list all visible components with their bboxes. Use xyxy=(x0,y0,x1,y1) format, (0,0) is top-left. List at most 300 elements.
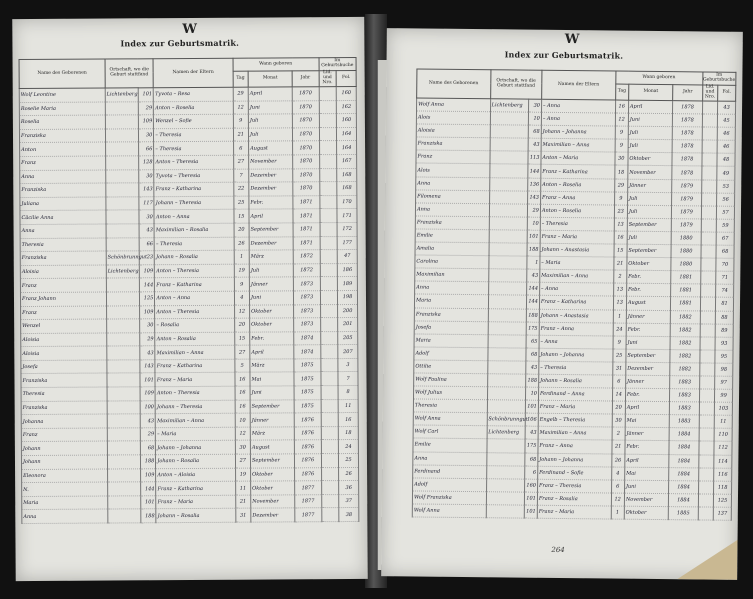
cell-year: 1871 xyxy=(293,223,320,237)
cell-place xyxy=(486,452,524,465)
cell-year: 1871 xyxy=(293,195,320,209)
cell-fol: 162 xyxy=(336,100,356,114)
cell-parents: Ferdinand – Anna xyxy=(538,387,612,401)
cell-name: Wolf Leontine xyxy=(19,88,105,102)
cell-year: 1873 xyxy=(294,304,321,318)
cell-lid xyxy=(702,101,718,114)
cell-no: 30 xyxy=(139,210,154,224)
cell-name: Roselia xyxy=(19,115,105,129)
table-row xyxy=(22,508,359,524)
cell-year: 1882 xyxy=(670,349,699,362)
col-header-born: Wann geboren xyxy=(615,71,702,85)
cell-fol: 137 xyxy=(713,507,731,520)
cell-name: Maria xyxy=(414,334,488,348)
cell-fol: 45 xyxy=(717,114,735,127)
cell-no: 101 xyxy=(524,505,538,518)
cell-name: Alois xyxy=(416,163,490,177)
cell-lid xyxy=(319,182,337,196)
cell-name: Anna xyxy=(413,451,487,465)
cell-name: Franziska xyxy=(20,183,106,197)
cell-month: Dezember xyxy=(251,508,295,522)
cell-place: Schönbrunngut xyxy=(106,251,139,265)
cell-day: 16 xyxy=(235,373,250,387)
cell-year: 1882 xyxy=(671,323,700,336)
cell-month: Febr. xyxy=(627,270,672,284)
cell-name: Wolf Carl xyxy=(413,425,487,439)
cell-no: 1 xyxy=(526,256,540,269)
cell-day: 29 xyxy=(233,87,248,101)
cell-month: August xyxy=(249,141,293,155)
cell-name: Wolf Anna xyxy=(417,98,491,112)
cell-name: Franziska xyxy=(415,216,489,230)
cell-month: Oktober xyxy=(251,481,295,495)
cell-lid xyxy=(702,127,718,140)
cell-month: Juli xyxy=(248,128,292,142)
cell-place xyxy=(107,428,140,442)
cell-name: Josefa xyxy=(414,321,488,335)
cell-fol: 49 xyxy=(717,167,735,180)
cell-parents: Wenzel – Sofie xyxy=(154,114,233,128)
col-header-protocol: Im Geburtsbuche xyxy=(319,57,357,70)
cell-day: 10 xyxy=(235,413,250,427)
cell-year: 1878 xyxy=(673,101,702,114)
cell-lid xyxy=(319,209,337,223)
cell-fol: 8 xyxy=(338,386,358,400)
cell-lid xyxy=(319,100,337,114)
cell-no: 23 xyxy=(139,251,154,265)
cell-day: 13 xyxy=(614,218,628,231)
cell-lid xyxy=(320,250,338,264)
cell-lid xyxy=(698,494,714,507)
cell-fol: 171 xyxy=(337,209,357,223)
page-title: Index zur Geburtsmatrik. xyxy=(504,49,624,61)
cell-no: 144 xyxy=(527,165,541,178)
cell-month: September xyxy=(626,349,671,363)
page-number: 264 xyxy=(551,545,565,555)
cell-place xyxy=(107,346,140,360)
cell-month: September xyxy=(627,244,672,258)
cell-day: 15 xyxy=(613,244,627,257)
cell-month: Febr. xyxy=(626,323,671,337)
cell-place xyxy=(106,197,139,211)
cell-parents: – Anna xyxy=(541,99,615,113)
cell-name: Franziska xyxy=(21,401,107,415)
cell-lid xyxy=(701,206,717,219)
cell-lid xyxy=(319,127,337,141)
cell-fol: 26 xyxy=(339,467,359,481)
cell-parents: Anton – Roselia xyxy=(540,204,614,218)
cell-lid xyxy=(320,345,338,359)
cell-name: Adolf xyxy=(414,347,488,361)
cell-month: Oktober xyxy=(251,467,295,481)
cell-lid xyxy=(320,331,338,345)
cell-parents: Franz – Katharina xyxy=(155,359,234,373)
cell-no: 117 xyxy=(139,196,154,210)
cell-lid xyxy=(700,337,716,350)
col-header-day: Tag xyxy=(233,71,249,87)
cell-lid xyxy=(701,166,717,179)
cell-place: Lichtenberg xyxy=(105,88,138,102)
cell-lid xyxy=(701,193,717,206)
cell-no: 144 xyxy=(139,278,154,292)
cell-parents: Franz – Maria xyxy=(538,400,612,414)
cell-fol: 200 xyxy=(338,304,358,318)
cell-no: 101 xyxy=(525,400,539,413)
cell-lid xyxy=(321,386,339,400)
cell-fol: 16 xyxy=(338,413,358,427)
cell-year: 1878 xyxy=(672,166,701,179)
cell-day: 19 xyxy=(234,264,249,278)
cell-lid xyxy=(321,413,339,427)
cell-day: 16 xyxy=(235,386,250,400)
cell-year: 1877 xyxy=(295,481,322,495)
cell-place xyxy=(106,183,139,197)
cell-name: Anna xyxy=(415,203,489,217)
cell-year: 1878 xyxy=(673,114,702,127)
cell-name: Theresia xyxy=(20,238,106,252)
cell-month: April xyxy=(625,401,670,415)
cell-fol: 11 xyxy=(714,415,732,428)
cell-day: 9 xyxy=(234,277,249,291)
cell-no: 101 xyxy=(138,88,153,102)
cell-day: 16 xyxy=(614,231,628,244)
cell-name: Franziska xyxy=(414,307,488,321)
cell-fol: 36 xyxy=(339,481,359,495)
col-header-place: Ortschaft, wo die Geburt stattfand xyxy=(490,70,542,100)
cell-name: Aloisia xyxy=(20,265,106,279)
cell-parents: Franz – Katharina xyxy=(539,296,613,310)
cell-no: 43 xyxy=(526,269,540,282)
cell-year: 1884 xyxy=(669,480,698,493)
cell-lid xyxy=(700,310,716,323)
cell-parents: – Anna xyxy=(539,335,613,349)
cell-parents: Maximilian – Anna xyxy=(538,427,612,441)
cell-name: Cäcilie Anna xyxy=(20,210,106,224)
cell-day: 19 xyxy=(235,468,250,482)
cell-fol: 198 xyxy=(338,290,358,304)
cell-month: Juni xyxy=(628,113,673,127)
cell-parents: Tyvota – Theresia xyxy=(154,169,233,183)
cell-year: 1874 xyxy=(294,345,321,359)
cell-lid xyxy=(698,468,714,481)
cell-month: April xyxy=(628,100,673,114)
cell-no: 128 xyxy=(139,156,154,170)
cell-place xyxy=(107,441,140,455)
cell-place xyxy=(106,237,139,251)
cell-day: 9 xyxy=(614,192,628,205)
cell-month: November xyxy=(251,495,295,509)
cell-parents: – Theresia xyxy=(540,217,614,231)
cell-name: Roselie Maria xyxy=(19,102,105,116)
cell-year: 1876 xyxy=(294,413,321,427)
cell-fol: 43 xyxy=(718,101,736,114)
cell-year: 1881 xyxy=(671,284,700,297)
cell-day: 27 xyxy=(233,155,248,169)
cell-lid xyxy=(321,508,339,522)
col-header-name: Name des Geborenen xyxy=(417,69,491,99)
cell-parents: – Anna xyxy=(539,283,613,297)
cell-year: 1880 xyxy=(671,245,700,258)
cell-month: Febr. xyxy=(626,283,671,297)
cell-month: Juli xyxy=(627,205,672,219)
cell-parents: Maximilian – Anna xyxy=(541,139,615,153)
cell-fol: 37 xyxy=(339,494,359,508)
cell-name: Johanna xyxy=(21,414,107,428)
cell-parents: – Theresia xyxy=(154,142,233,156)
cell-place xyxy=(490,125,528,138)
cell-no: 109 xyxy=(138,115,153,129)
cell-parents: Franz – Anna xyxy=(539,322,613,336)
cell-fol: 74 xyxy=(716,284,734,297)
cell-no: 188 xyxy=(526,309,540,322)
cell-lid xyxy=(321,467,339,481)
cell-parents: – Theresia xyxy=(539,361,613,375)
cell-lid xyxy=(701,153,717,166)
cell-fol: 46 xyxy=(717,140,735,153)
cell-day: 12 xyxy=(235,427,250,441)
cell-year: 1875 xyxy=(294,359,321,373)
cell-place xyxy=(106,156,139,170)
cell-no: 143 xyxy=(139,183,154,197)
cell-name: Maria xyxy=(414,294,488,308)
cell-fol: 11 xyxy=(338,399,358,413)
cell-no: 10 xyxy=(527,217,541,230)
col-header-year: Jahr xyxy=(292,71,319,87)
cell-name: Anna xyxy=(20,170,106,184)
cell-year: 1875 xyxy=(294,399,321,413)
col-header-born: Wann geboren xyxy=(233,58,319,72)
cell-parents: – Theresia xyxy=(154,237,233,251)
cell-place xyxy=(488,308,526,321)
cell-lid xyxy=(699,389,715,402)
cell-fol: 93 xyxy=(715,337,733,350)
cell-year: 1874 xyxy=(294,331,321,345)
cell-lid xyxy=(319,141,337,155)
cell-parents: Engelb – Theresia xyxy=(538,414,612,428)
cell-parents: Anton – Rosalia xyxy=(155,332,234,346)
cell-day: 24 xyxy=(613,323,627,336)
cell-lid xyxy=(319,155,337,169)
cell-year: 1870 xyxy=(293,182,320,196)
cell-year: 1870 xyxy=(292,100,319,114)
cell-fol: 110 xyxy=(714,428,732,441)
cell-month: Juli xyxy=(627,192,672,206)
cell-parents: Franz – Katharina xyxy=(156,481,235,495)
cell-fol: 164 xyxy=(337,127,357,141)
cell-fol: 160 xyxy=(336,86,356,100)
cell-month: Juni xyxy=(249,291,293,305)
cell-day: 31 xyxy=(612,362,626,375)
cell-no: 109 xyxy=(140,468,155,482)
cell-day: 20 xyxy=(612,401,626,414)
cell-name: Aloisia xyxy=(21,346,107,360)
cell-no: 30 xyxy=(140,319,155,333)
cell-place xyxy=(488,334,526,347)
cell-lid xyxy=(698,507,714,520)
cell-name: Aloisia xyxy=(21,333,107,347)
cell-parents: – Rosalia xyxy=(155,318,234,332)
cell-parents: Johann – Johanna xyxy=(541,125,615,139)
cell-lid xyxy=(321,454,339,468)
cell-fol: 18 xyxy=(338,426,358,440)
cell-parents: Johann – Rosalia xyxy=(156,454,235,468)
cell-parents: Franz – Maria xyxy=(537,505,611,519)
cell-year: 1873 xyxy=(293,277,320,291)
cell-year: 1877 xyxy=(295,495,322,509)
col-header-name: Name des Geborenen xyxy=(19,59,105,89)
cell-year: 1870 xyxy=(292,114,319,128)
cell-day: 21 xyxy=(233,128,248,142)
cell-lid xyxy=(699,402,715,415)
cell-month: Juli xyxy=(248,114,292,128)
cell-year: 1875 xyxy=(294,386,321,400)
cell-fol: 167 xyxy=(337,154,357,168)
cell-place xyxy=(107,373,140,387)
cell-month: Jänner xyxy=(249,277,293,291)
cell-year: 1884 xyxy=(669,493,698,506)
cell-lid xyxy=(319,87,337,101)
cell-year: 1879 xyxy=(672,218,701,231)
cell-month: März xyxy=(250,359,294,373)
cell-year: 1879 xyxy=(672,179,701,192)
cell-place xyxy=(486,505,524,518)
cell-name: Alois xyxy=(416,111,490,125)
col-header-protocol: Im Geburtsbuche xyxy=(702,72,736,85)
cell-lid xyxy=(701,180,717,193)
cell-year: 1880 xyxy=(671,258,700,271)
cell-no: 175 xyxy=(526,322,540,335)
cell-name: Emilie xyxy=(413,438,487,452)
cell-place xyxy=(488,321,526,334)
cell-fol: 67 xyxy=(716,232,734,245)
cell-fol: 99 xyxy=(715,389,733,402)
cell-no: 66 xyxy=(138,142,153,156)
cell-name: Adolf xyxy=(413,478,487,492)
cell-parents: Franz – Anna xyxy=(540,191,614,205)
cell-lid xyxy=(698,441,714,454)
cell-parents: Anton – Theresia xyxy=(155,305,234,319)
cell-day: 12 xyxy=(233,101,248,115)
cell-name: Franziska xyxy=(416,137,490,151)
cell-no: 29 xyxy=(140,332,155,346)
cell-place xyxy=(106,210,139,224)
col-header-lid: Lid. und Nro. xyxy=(702,85,718,101)
cell-name: Franziska xyxy=(21,373,107,387)
cell-year: 1879 xyxy=(672,205,701,218)
cell-name: N. xyxy=(22,482,108,496)
cell-name: Wolf Anna xyxy=(412,504,486,518)
cell-day: 16 xyxy=(615,100,629,113)
cell-place xyxy=(489,243,527,256)
cell-parents: Johann – Rosalia xyxy=(156,509,235,523)
cell-no: 30 xyxy=(138,128,153,142)
cell-fol: 168 xyxy=(337,168,357,182)
cell-lid xyxy=(700,284,716,297)
cell-day: 13 xyxy=(613,283,627,296)
cell-name: Anna xyxy=(20,224,106,238)
cell-fol: 98 xyxy=(715,363,733,376)
cell-parents: Johann – Rosalia xyxy=(539,374,613,388)
cell-no: 101 xyxy=(527,230,541,243)
col-header-fol: Fol. xyxy=(336,70,356,86)
cell-month: März xyxy=(250,427,294,441)
cell-day: 6 xyxy=(233,142,248,156)
cell-no: 188 xyxy=(525,374,539,387)
cell-year: 1870 xyxy=(293,168,320,182)
cell-parents: Anton – Anna xyxy=(154,210,233,224)
cell-year: 1885 xyxy=(669,507,698,520)
cell-name: Juliana xyxy=(20,197,106,211)
cell-parents: Anton – Roselia xyxy=(541,178,615,192)
cell-no: 113 xyxy=(527,152,541,165)
cell-fol: 118 xyxy=(714,481,732,494)
cell-day: 6 xyxy=(611,480,625,493)
cell-day: 27 xyxy=(234,345,249,359)
cell-no: 29 xyxy=(138,101,153,115)
cell-month: Dezember xyxy=(249,168,293,182)
cell-day: 20 xyxy=(234,223,249,237)
cell-no: 30 xyxy=(528,99,542,112)
cell-month: Oktober xyxy=(250,318,294,332)
cell-year: 1872 xyxy=(293,263,320,277)
cell-no: 29 xyxy=(527,204,541,217)
cell-year: 1879 xyxy=(672,192,701,205)
cell-day: 21 xyxy=(235,495,250,509)
cell-name: Emilie xyxy=(415,229,489,243)
cell-lid xyxy=(320,304,338,318)
cell-month: Jänner xyxy=(626,310,671,324)
cell-year: 1871 xyxy=(293,236,320,250)
cell-month: Oktober xyxy=(628,153,673,167)
cell-place xyxy=(489,177,527,190)
left-page xyxy=(12,17,367,581)
index-table xyxy=(412,68,737,520)
cell-place xyxy=(488,256,526,269)
cell-place xyxy=(106,169,139,183)
cell-no: 43 xyxy=(139,224,154,238)
cell-no: 144 xyxy=(141,482,156,496)
cell-name: Johann xyxy=(21,455,107,469)
cell-day: 27 xyxy=(235,454,250,468)
cell-year: 1883 xyxy=(670,415,699,428)
cell-day: 1 xyxy=(234,250,249,264)
cell-place xyxy=(487,439,525,452)
cell-place xyxy=(489,203,527,216)
cell-day: 4 xyxy=(234,291,249,305)
cell-year: 1884 xyxy=(670,428,699,441)
cell-day: 1 xyxy=(613,310,627,323)
cell-no: 68 xyxy=(524,453,538,466)
cell-day: 30 xyxy=(235,441,250,455)
cell-month: Jänner xyxy=(625,375,670,389)
cell-day: 23 xyxy=(614,205,628,218)
cell-lid xyxy=(320,277,338,291)
cell-fol: 160 xyxy=(336,114,356,128)
cell-place xyxy=(107,319,140,333)
cell-day: 20 xyxy=(234,318,249,332)
cell-place xyxy=(488,269,526,282)
cell-parents: Anton – Theresia xyxy=(155,386,234,400)
cell-month: Oktober xyxy=(250,304,294,318)
cell-lid xyxy=(702,140,718,153)
cell-year: 1881 xyxy=(671,297,700,310)
cell-parents: Maximilian – Anna xyxy=(540,269,614,283)
col-header-parents: Namen der Eltern xyxy=(542,70,616,100)
cell-year: 1870 xyxy=(292,87,319,101)
page-title: Index zur Geburtsmatrik. xyxy=(120,37,240,49)
cell-place xyxy=(105,129,138,143)
cell-lid xyxy=(698,481,714,494)
